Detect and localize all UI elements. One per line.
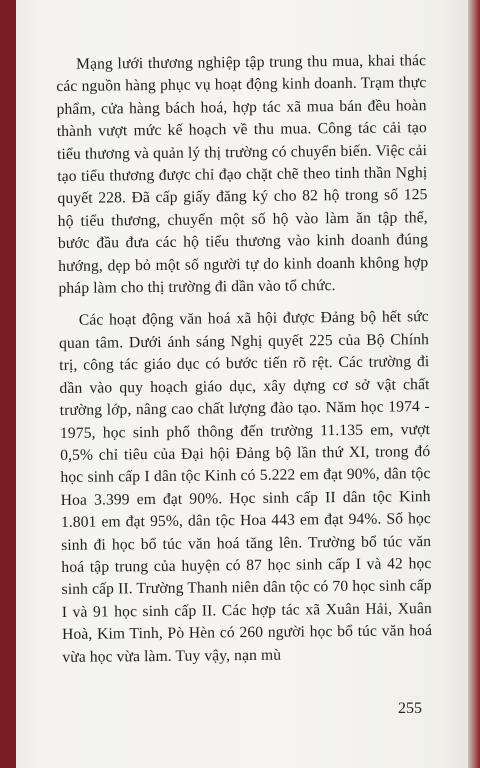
red-book-edge-right	[468, 0, 480, 768]
red-book-edge-left	[0, 0, 16, 768]
paragraph-culture-education: Các hoạt động văn hoá xã hội được Đảng bộ hết sức quan tâm. Dưới ánh sáng Nghị quyết 225 của Bộ Chính trị, công tác giáo dục có bước tiến rõ rệt. Các trường đi dần vào quy hoạch giáo dục, xây dựng cơ sở vật chất trường lớp, nâng cao chất lượng đào tạo. Năm học 1974 - 1975, học sinh phổ thông đến trường 11.135 em, vượt 0,5% chỉ tiêu của Đại hội Đảng bộ lần thứ XI, trong đó học sinh cấp I dân tộc Kinh có 5.222 em đạt 90%, dân tộc Hoa 3.399 em đạt 90%. Học sinh cấp II dân tộc Kinh 1.801 em đạt 95%, dân tộc Hoa 443 em đạt 94%. Số học sinh đi học bổ túc văn hoá tăng lên. Trường bổ túc văn hoá tập trung của huyện có 87 học sinh cấp I và 42 học sinh cấp II. Trường Thanh niên dân tộc có 70 học sinh cấp I và 91 học sinh cấp II. Các hợp tác xã Xuân Hải, Xuân Hoà, Kim Tinh, Pò Hèn có 260 người học bổ túc văn hoá vừa học vừa làm. Tuy vậy, nạn mù	[58, 308, 433, 666]
paragraph-trade: Mạng lưới thương nghiệp tập trung thu mua, khai thác các nguồn hàng phục vụ hoạt động kinh doanh. Trạm thực phẩm, cửa hàng bách hoá, hợp tác xã mua bán đều hoàn thành vượt mức kế hoạch về thu mua. Công tác cải tạo tiểu thương và quản lý thị trường có chuyển biến. Việc cải tạo tiểu thương được chỉ đạo chặt chẽ theo tinh thần Nghị quyết 228. Đã cấp giấy đăng ký cho 82 hộ trong số 125 hộ tiểu thương, chuyển một số hộ vào làm ăn tập thể, bước đầu đưa các hộ tiểu thương vào kinh doanh đúng hướng, dẹp bỏ một số người tự do kinh doanh không hợp pháp làm cho thị trường đi dần vào tổ chức.	[56, 52, 429, 298]
page-number: 255	[398, 700, 422, 717]
page-body	[56, 50, 432, 669]
